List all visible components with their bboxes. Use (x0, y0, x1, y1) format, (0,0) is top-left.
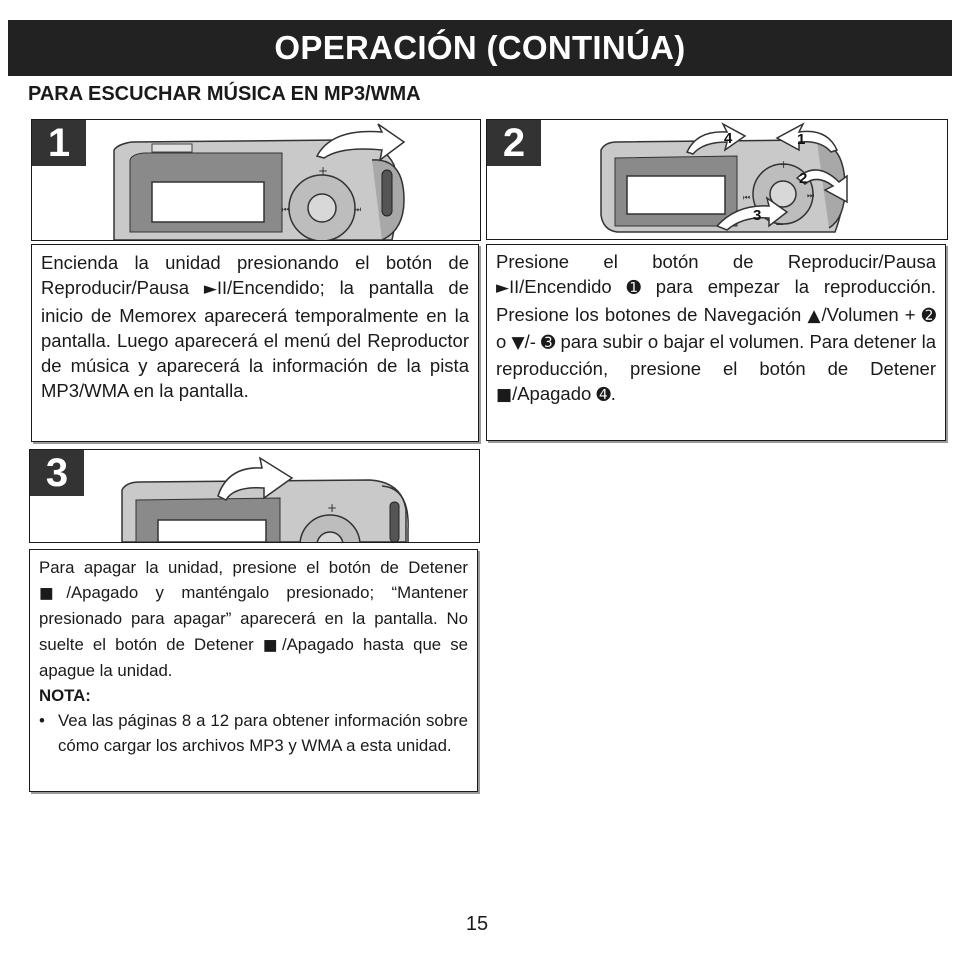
mp3-player-illustration (487, 120, 947, 239)
up-triangle-icon: ▲ (807, 305, 822, 326)
down-triangle-icon: ▼ (511, 332, 525, 353)
step-3-paragraph: Para apagar la unidad, presione el botón de Detener ■/Apagado y manténgalo presionado; “Mantener presionado para apagar” aparecerá en la pantalla. No suelte el botón de Detener ■/Apagado hasta que se apague la unidad. (39, 558, 468, 680)
page-number: 15 (465, 913, 489, 935)
circled-3-symbol: ➌ (541, 332, 556, 353)
minus-mark: − (775, 218, 785, 231)
step-2-number: 2 (487, 120, 541, 166)
plus-mark: + (327, 501, 338, 515)
mp3-player-illustration (30, 450, 479, 542)
callout-1: 1 (797, 131, 806, 148)
circled-2-symbol: ➋ (921, 305, 936, 326)
next-mark: ⏭ (354, 205, 362, 214)
note-text: Vea las páginas 8 a 12 para obtener información sobre cómo cargar los archivos MP3 y WMA a esta unidad. (58, 711, 468, 756)
mp3-player-illustration (32, 120, 480, 240)
stop-square-icon: ■ (39, 584, 67, 603)
player-screen (158, 520, 266, 542)
circled-4-symbol: ➍ (596, 385, 611, 406)
bullet-icon: • (39, 711, 45, 731)
note-label: NOTA: (39, 686, 91, 706)
stop-square-icon: ■ (262, 635, 282, 654)
step-2-illustration (486, 119, 948, 240)
callout-2: 2 (799, 170, 808, 187)
play-pause-button (308, 194, 336, 222)
player-screen (152, 182, 264, 222)
prev-mark: ⏮ (743, 193, 751, 202)
step-2-paragraph: Presione el botón de Reproducir/Pausa ►II/Encendido ➊ para empezar la reproducción. Presione los botones de Navegación ▲/Volumen + ➋ o ▼/- ➌ para subir o bajar el volumen. Para detener la reproducción, presione el botón de Detener ■/Apagado ➍. (496, 251, 936, 406)
step-2-instructions (486, 244, 946, 441)
step-1-illustration (31, 119, 481, 241)
page-title: OPERACIÓN (CONTINÚA) (274, 29, 686, 66)
next-mark: ⏭ (807, 191, 815, 200)
prev-mark: ⏮ (282, 205, 290, 214)
step-1-paragraph: Encienda la unidad presionando el botón de Reproducir/Pausa ►II/Encendido; la pantalla de inicio de Memorex aparecerá temporalmente en la pantalla. Luego aparecerá el menú del Reproductor de música y aparecerá la información de la pista MP3/WMA en la pantalla. (41, 252, 469, 402)
plus-mark: + (318, 164, 329, 178)
callout-4: 4 (724, 130, 733, 147)
player-screen (627, 176, 725, 214)
callout-3: 3 (753, 207, 762, 224)
play-pause-symbol: ►II (203, 279, 228, 300)
plus-mark: + (779, 158, 789, 171)
circled-1-symbol: ➊ (626, 278, 641, 299)
step-1-number: 1 (32, 120, 86, 166)
step-3-instructions (29, 549, 478, 792)
stop-square-icon: ■ (496, 385, 513, 406)
section-title: PARA ESCUCHAR MÚSICA EN MP3/WMA (28, 83, 421, 105)
step-3-number: 3 (30, 450, 84, 496)
step-3-illustration (29, 449, 480, 543)
step-1-instructions (31, 244, 479, 442)
page-header (8, 20, 952, 76)
play-pause-symbol: ►II (496, 278, 520, 299)
note-item (39, 708, 468, 758)
